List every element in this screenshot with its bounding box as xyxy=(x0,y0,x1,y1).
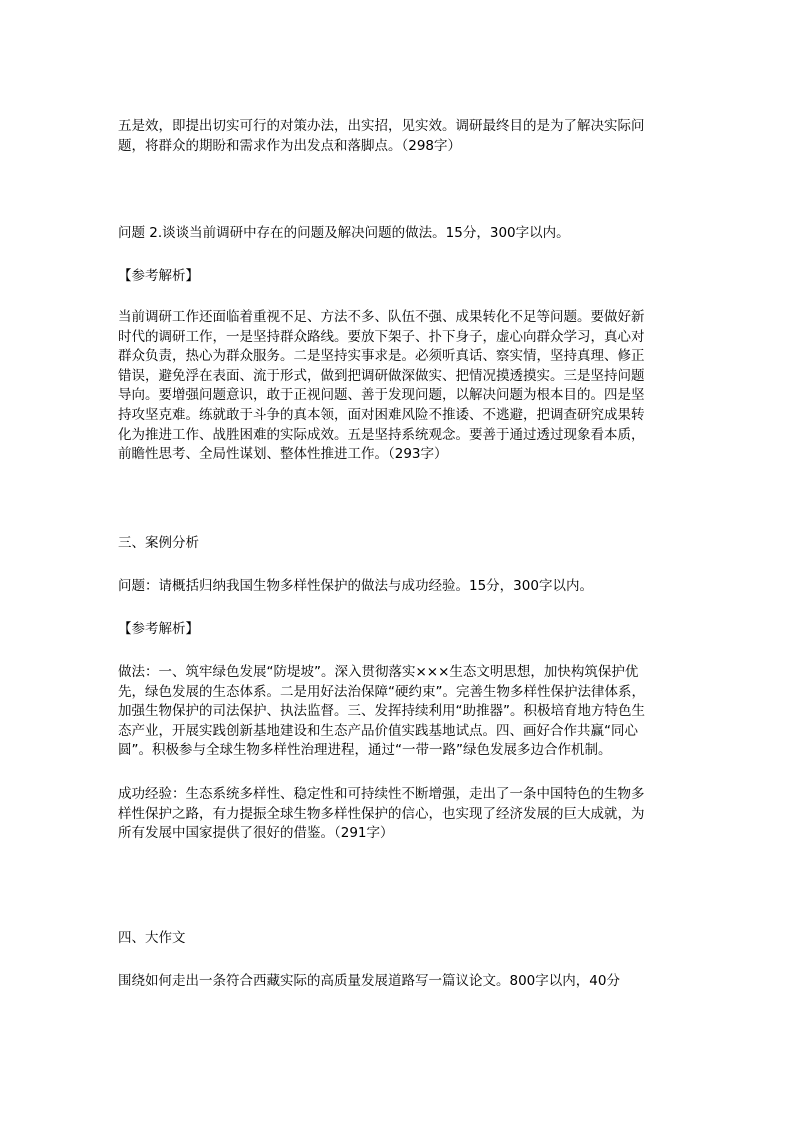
text-line: 做法：一、筑牢绿色发展“防堤坡”。深入贯彻落实×××生态文明思想，加快构筑保护优 xyxy=(118,664,639,680)
text-line: 五是效，即提出切实可行的对策办法，出实招，见实效。调研最终目的是为了解决实际问 xyxy=(118,118,645,134)
text-line: 群众负责，热心为群众服务。二是坚持实事求是。必须听真话、察实情，坚持真理、修正 xyxy=(118,348,645,365)
text-line: 加强生物保护的司法保护、执法监督。三、发挥持续利用“助推器”。积极培育地方特色生 xyxy=(118,703,645,720)
text-line: 持攻坚克难。练就敢于斗争的真本领，面对困难风险不推诿、不逃避，把调查研究成果转 xyxy=(118,406,645,423)
text-line: 先，绿色发展的生态体系。二是用好法治保障“硬约束”。完善生物多样性保护法律体系， xyxy=(118,683,645,700)
text-line: 态产业，开展实践创新基地建设和生态产品价值实践基地试点。四、画好合作共赢“同心 xyxy=(118,722,638,739)
text-line: 样性保护之路，有力提振全球生物多样性保护的信心，也实现了经济发展的巨大成就，为 xyxy=(118,805,645,822)
question-text: 问题 2.谈谈当前调研中存在的问题及解决问题的做法。15分，300字以内。 xyxy=(118,225,570,241)
q1-answer-end xyxy=(118,117,698,156)
section3-methods xyxy=(118,663,698,761)
section3-ref-label xyxy=(118,620,698,640)
section3-heading xyxy=(118,534,698,554)
section4-prompt xyxy=(118,972,698,992)
text-line: 错误，避免浮在表面、流于形式，做到把调研做深做实、把情况摸透摸实。三是坚持问题 xyxy=(118,367,645,384)
text-line: 前瞻性思考、全局性谋划、整体性推进工作。（293字） xyxy=(118,446,448,463)
section4-heading xyxy=(118,929,698,949)
text-line: 成功经验：生态系统多样性、稳定性和可持续性不断增强，走出了一条中国特色的生物多 xyxy=(118,786,645,802)
text-line: 所有发展中国家提供了很好的借鉴。（291字） xyxy=(118,825,394,842)
question-text: 问题：请概括归纳我国生物多样性保护的做法与成功经验。15分，300字以内。 xyxy=(118,578,593,594)
q2-question xyxy=(118,224,698,244)
prompt-text: 围绕如何走出一条符合西藏实际的高质量发展道路写一篇议论文。800字以内，40分 xyxy=(118,973,620,989)
section3-question xyxy=(118,577,698,597)
q2-ref-label xyxy=(118,267,698,287)
text-line: 导向。要增强问题意识，敢于正视问题、善于发现问题，以解决问题为根本目的。四是坚 xyxy=(118,387,645,404)
section3-experience xyxy=(118,785,698,844)
text-line: 题，将群众的期盼和需求作为出发点和落脚点。（298字） xyxy=(118,137,462,154)
ref-label: 【参考解析】 xyxy=(118,621,199,637)
text-line: 当前调研工作还面临着重视不足、方法不多、队伍不强、成果转化不足等问题。要做好新 xyxy=(118,309,645,325)
text-line: 圆”。积极参与全球生物多样性治理进程，通过“一带一路”绿色发展多边合作机制。 xyxy=(118,742,612,759)
ref-label: 【参考解析】 xyxy=(118,268,199,284)
heading-text: 三、案例分析 xyxy=(118,535,199,551)
heading-text: 四、大作文 xyxy=(118,930,186,946)
text-line: 时代的调研工作，一是坚持群众路线。要放下架子、扑下身子，虚心向群众学习，真心对 xyxy=(118,328,645,345)
q2-answer xyxy=(118,308,698,465)
text-line: 化为推进工作、战胜困难的实际成效。五是坚持系统观念。要善于通过透过现象看本质， xyxy=(118,426,645,443)
